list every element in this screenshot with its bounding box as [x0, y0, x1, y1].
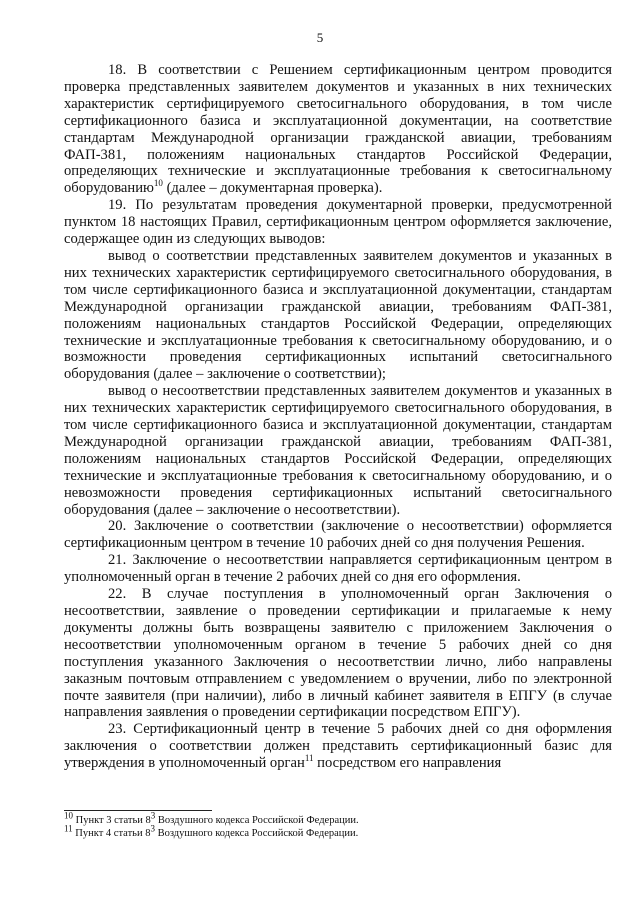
footnote-mark: 10 [64, 810, 73, 821]
footnote-tail: Воздушного кодекса Российской Федерации. [154, 828, 359, 839]
paragraph-text: 22. В случае поступления в уполномоченный орган Заключения о несоответствии, заявление о проведении сертификации и прилагаемые к нему документы должны быть возвращены заявителю с приложением Заключения о несоответствии уполномоченным органом в течение 5 рабочих дней со дня поступления указанного Заключения о несоответствии лично, либо направлены заказным почтовым отправлением с уведомлением о вручении, либо по электронной почте заявителя (при наличии), либо в личный кабинет заявителя в ЕПГУ (в случае направления заявления о проведении сертификации посредством ЕПГУ). [64, 586, 612, 721]
paragraph-23 [64, 721, 612, 772]
paragraph-19 [64, 197, 612, 248]
footnote-superscript: 3 [150, 823, 155, 834]
footnote-text: Пункт 4 статьи 8 [72, 828, 151, 839]
paragraph-tail: посредством его направления [313, 755, 502, 772]
paragraph-text: 21. Заключение о несоответствии направляется сертификационным центром в уполномоченный орган в течение 2 рабочих дней со дня его оформления. [64, 552, 612, 586]
paragraph-text: вывод о соответствии представленных заявителем документов и указанных в них технических характеристик сертифицируемого светосигнального оборудования, в том числе сертификационного базиса и эксплуатационной документации, стандартам Международной организации гражданской авиации, требованиям ФАП-381, положениям национальных стандартов Российской Федерации, определяющих технические и эксплуатационные требования к светосигнальному оборудованию, и о возможности проведения сертификационных испытаний светосигнального оборудования (далее – заключение о соответствии); [64, 247, 612, 383]
document-body [64, 62, 612, 772]
paragraph-text: вывод о несоответствии представленных заявителем документов и указанных в них технических характеристик сертифицируемого светосигнального оборудования, в том числе сертификационного базиса и эксплуатационной документации, стандартам Международной организации гражданской авиации, требованиям ФАП-381, положениям национальных стандартов Российской Федерации, определяющих технические и эксплуатационные требования к светосигнальному оборудованию, и о невозможности проведения сертификационных испытаний светосигнального оборудования (далее – заключение о несоответствии). [64, 383, 612, 518]
footnote-ref: 10 [153, 178, 163, 189]
footnote-superscript: 3 [150, 810, 156, 821]
footnote-divider [64, 810, 212, 811]
paragraph-21 [64, 552, 612, 586]
footnote-tail: Воздушного кодекса Российской Федерации. [155, 815, 359, 826]
footnote-11 [64, 823, 612, 840]
paragraph-text: 19. По результатам проведения документарной проверки, предусмотренной пунктом 18 настоящих Правил, сертификационным центром оформляется заключение, содержащее один из следующих выводов: [64, 197, 612, 248]
paragraph-18 [64, 62, 612, 197]
footnote-mark: 11 [64, 823, 73, 834]
footnote-10 [64, 810, 612, 827]
footnote-ref: 11 [304, 753, 314, 764]
footnotes [64, 810, 612, 840]
footnote-text: Пункт 3 статьи 8 [73, 815, 151, 826]
paragraph-text: 20. Заключение о соответствии (заключение о несоответствии) оформляется сертификационным центром в течение 10 рабочих дней со дня получения Решения. [64, 518, 612, 552]
paragraph-22 [64, 586, 612, 721]
paragraph-20 [64, 518, 612, 552]
paragraph-conformity-conclusion [64, 248, 612, 383]
page-number: 5 [316, 30, 324, 45]
paragraph-nonconformity-conclusion [64, 383, 612, 518]
paragraph-tail: (далее – документарная проверка). [162, 180, 383, 197]
paragraph-text: 18. В соответствии с Решением сертификационным центром проводится проверка представленных заявителем документов и указанных в них технических характеристик сертифицируемого светосигнального оборудования, в том числе сертификационного базиса и эксплуатационной документации, на соответствие стандартам Международной организации гражданской авиации, требованиям ФАП-381, положениям национальных стандартов Российской Федерации, определяющих технические и эксплуатационные требования к светосигнальному оборудованию [64, 62, 612, 197]
paragraph-text: 23. Сертификационный центр в течение 5 рабочих дней со дня оформления заключения о соответствии должен представить сертификационный базис для утверждения в уполномоченный орган [64, 721, 612, 772]
